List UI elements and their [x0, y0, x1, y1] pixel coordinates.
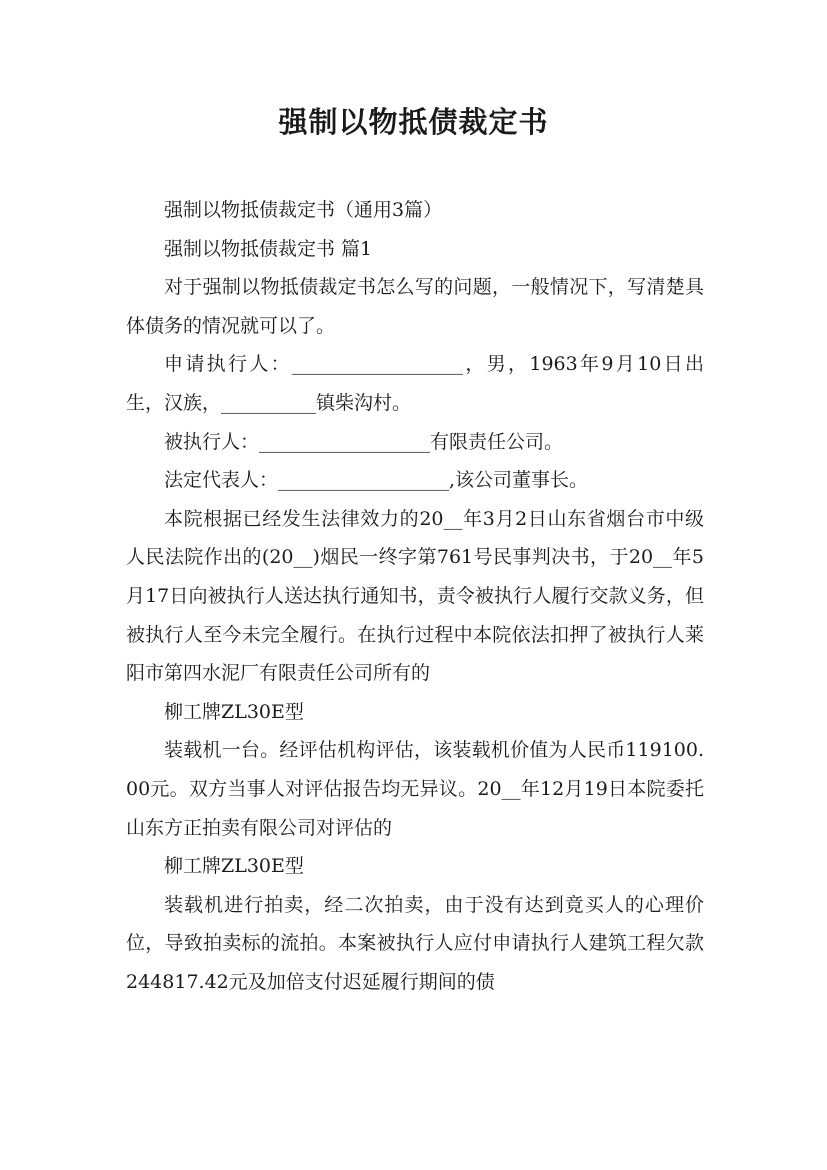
paragraph-machine-model: 柳工牌ZL30E型	[164, 700, 304, 723]
paragraph-respondent: 被执行人：__________________有限责任公司。	[164, 430, 564, 453]
paragraph-section-heading: 强制以物抵债裁定书 篇1	[164, 237, 373, 260]
paragraph-applicant: 申请执行人：__________________，男，1963年9月10日出生，汉族，__________镇柴沟村。	[126, 353, 704, 414]
document-body	[126, 191, 704, 1001]
paragraph-machine-model-2: 柳工牌ZL30E型	[164, 855, 304, 878]
paragraph-legal-representative: 法定代表人：__________________,该公司董事长。	[164, 469, 589, 492]
document-title: 强制以物抵债裁定书	[278, 105, 549, 139]
paragraph-valuation: 装载机一台。经评估机构评估，该装载机价值为人民币119100.00元。双方当事人对评估报告均无异议。20__年12月19日本院委托山东方正拍卖有限公司对评估的	[126, 739, 704, 839]
paragraph-auction: 装载机进行拍卖，经二次拍卖，由于没有达到竟买人的心理价位，导致拍卖标的流拍。本案被执行人应付申请执行人建筑工程欠款244817.42元及加倍支付迟延履行期间的债	[126, 893, 704, 993]
paragraph-case-facts: 本院根据已经发生法律效力的20__年3月2日山东省烟台市中级人民法院作出的(20__)烟民一终字第761号民事判决书，于20__年5月17日向被执行人送达执行通知书，责令被执行人履行交款义务，但被执行人至今未完全履行。在执行过程中本院依法扣押了被执行人莱阳市第四水泥厂有限责任公司所有的	[126, 507, 704, 685]
paragraph-intro: 对于强制以物抵债裁定书怎么写的问题，一般情况下，写清楚具体债务的情况就可以了。	[126, 276, 704, 337]
paragraph-subtitle: 强制以物抵债裁定书（通用3篇）	[164, 199, 443, 221]
